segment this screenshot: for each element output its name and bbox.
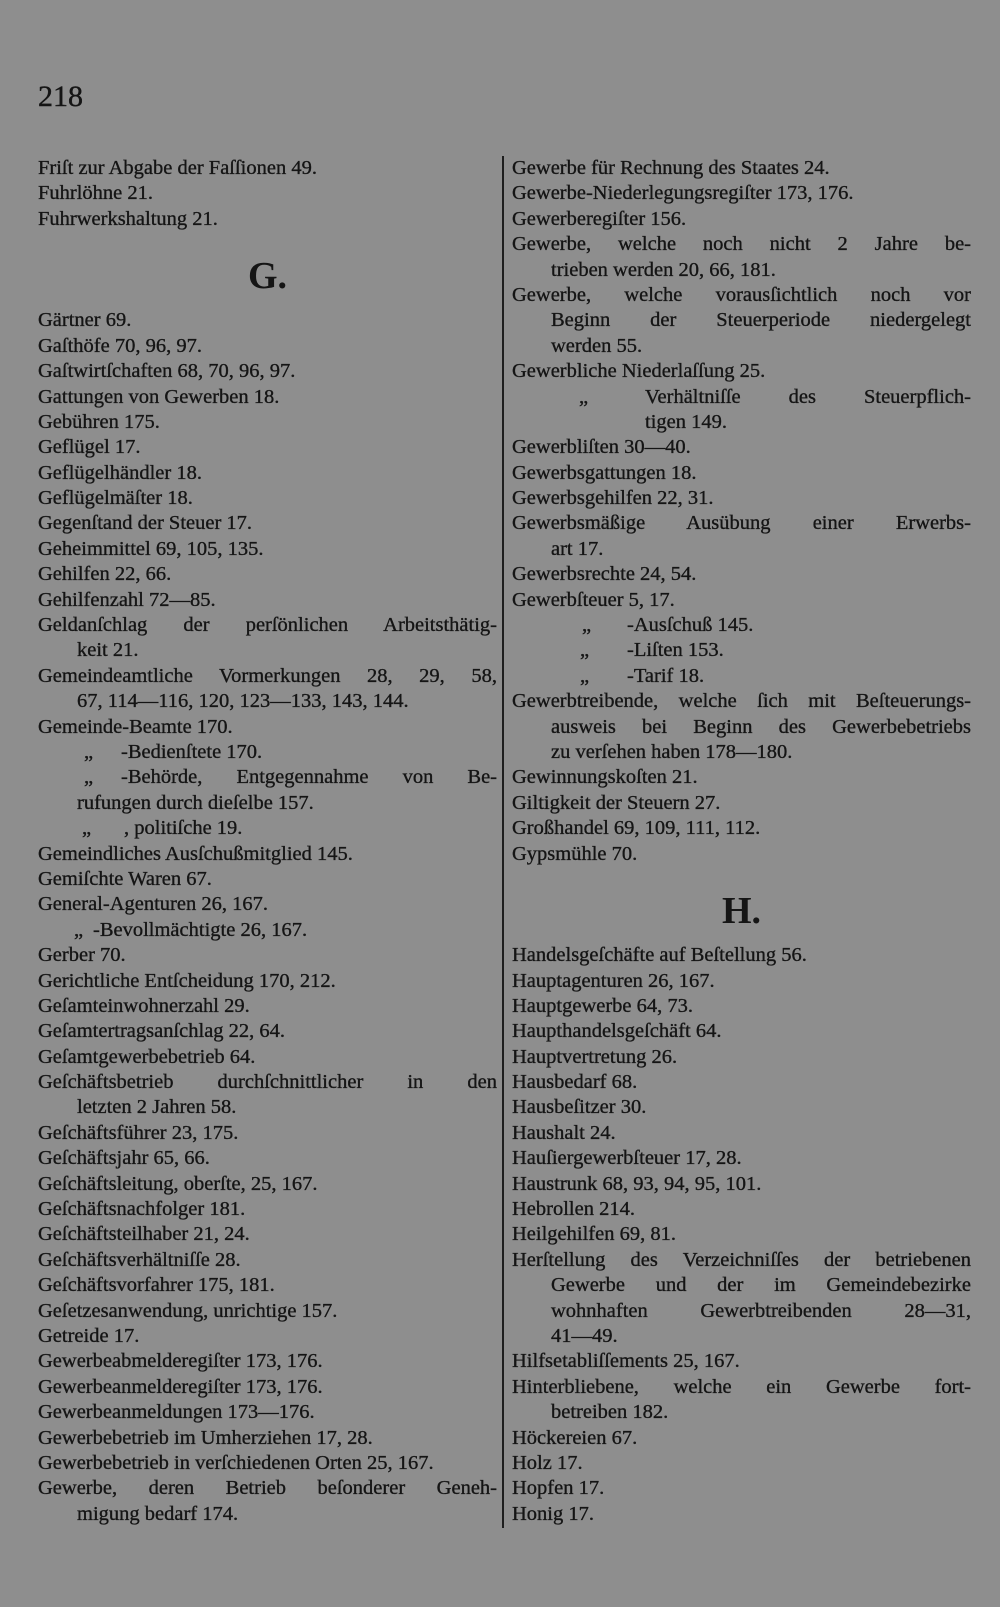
left-column bbox=[38, 156, 497, 1527]
index-entry: Hausbeſitzer 30. bbox=[512, 1096, 647, 1119]
index-entry: Getreide 17. bbox=[38, 1324, 140, 1347]
index-entry: Gewerbeanmelderegiſter 173, 176. bbox=[38, 1375, 323, 1398]
index-entry: Geſamtertragsanſchlag 22, 64. bbox=[38, 1020, 286, 1043]
index-entry: Gewerbsgattungen 18. bbox=[512, 461, 697, 484]
index-entry: Haushalt 24. bbox=[512, 1121, 616, 1144]
section-heading bbox=[38, 232, 497, 308]
ditto-mark: „ bbox=[580, 639, 590, 662]
index-entry: Gewerbsgehilfen 22, 31. bbox=[512, 487, 714, 510]
index-entry: Honig 17. bbox=[512, 1502, 594, 1525]
index-entry: Geſchäftsteilhaber 21, 24. bbox=[38, 1223, 250, 1246]
index-entry: Gerichtliche Entſcheidung 170, 212. bbox=[38, 969, 336, 992]
entry-line: Gewerbtreibende, welche ſich mit Beſteuerungs- bbox=[512, 690, 971, 713]
index-entry: Handelsgeſchäfte auf Beſtellung 56. bbox=[512, 944, 807, 967]
ditto-mark: „ bbox=[74, 918, 84, 941]
entry-continuation: letzten 2 Jahren 58. bbox=[77, 1096, 237, 1119]
index-entry: Höckereien 67. bbox=[512, 1426, 638, 1449]
index-entry bbox=[38, 664, 497, 715]
ditto-mark: „ bbox=[84, 766, 94, 789]
entry-continuation: zu verſehen haben 178—180. bbox=[551, 740, 793, 763]
index-entry: Haustrunk 68, 93, 94, 95, 101. bbox=[512, 1172, 762, 1195]
index-entry: Gewerbe-Niederlegungsregiſter 173, 176. bbox=[512, 182, 854, 205]
entry-continuation: Gewerbe und der im Gemeindebezirke bbox=[551, 1274, 971, 1297]
subentry-text: -Bedienſtete 170. bbox=[121, 741, 263, 763]
entry-continuation: betreiben 182. bbox=[551, 1401, 669, 1424]
ditto-mark: „ bbox=[580, 664, 590, 687]
index-entry: Hauptvertretung 26. bbox=[512, 1045, 678, 1068]
entry-continuation: wohnhaften Gewerbtreibenden 28—31, bbox=[551, 1299, 971, 1322]
subentry-text: Verhältniſſe des Steuerpflich- bbox=[645, 385, 971, 408]
subentry-text: -Bevollmächtigte 26, 167. bbox=[93, 918, 308, 941]
index-entry: Gemeinde-Beamte 170. bbox=[38, 715, 233, 738]
entry-continuation: trieben werden 20, 66, 181. bbox=[551, 258, 776, 281]
subentry-text: -Liſten 153. bbox=[627, 639, 724, 662]
index-entry: Gewinnungskoſten 21. bbox=[512, 766, 698, 789]
index-entry: Gewerbliche Niederlaſſung 25. bbox=[512, 360, 766, 383]
section-heading bbox=[512, 867, 971, 943]
index-entry: Gewerbebetrieb in verſchiedenen Orten 25, 167. bbox=[38, 1451, 434, 1474]
index-subentry bbox=[38, 816, 497, 841]
entry-continuation: ausweis bei Beginn des Gewerbebetriebs bbox=[551, 715, 971, 738]
entry-line: Gewerbe, welche vorausſichtlich noch vor bbox=[512, 283, 971, 306]
index-entry bbox=[512, 283, 971, 359]
index-entry bbox=[512, 1375, 971, 1426]
entry-line: Gemeindeamtliche Vormerkungen 28, 29, 58, bbox=[38, 664, 497, 687]
index-entry: Hilfsetabliſſements 25, 167. bbox=[512, 1350, 740, 1373]
index-entry bbox=[38, 1070, 497, 1121]
index-entry: Fuhrwerkshaltung 21. bbox=[38, 207, 218, 230]
index-entry bbox=[38, 1476, 497, 1527]
index-entry bbox=[512, 689, 971, 765]
entry-line: Geſchäftsbetrieb durchſchnittlicher in den bbox=[38, 1071, 497, 1094]
entry-continuation: Beginn der Steuerperiode niedergelegt bbox=[551, 309, 971, 332]
index-entry: Gewerbeanmeldungen 173—176. bbox=[38, 1401, 315, 1424]
index-entry: Gattungen von Gewerben 18. bbox=[38, 385, 280, 408]
index-entry: Geſetzesanwendung, unrichtige 157. bbox=[38, 1299, 338, 1322]
index-subentry bbox=[38, 918, 497, 943]
entry-line: Gewerbe, deren Betrieb beſonderer Geneh- bbox=[38, 1477, 497, 1500]
index-entry: Gehilfenzahl 72—85. bbox=[38, 588, 216, 611]
entry-continuation: keit 21. bbox=[77, 639, 139, 662]
index-entry: Hebrollen 214. bbox=[512, 1198, 635, 1221]
index-entry bbox=[512, 232, 971, 283]
index-entry: Gerber 70. bbox=[38, 944, 126, 967]
index-entry: Hauptgewerbe 64, 73. bbox=[512, 994, 694, 1017]
entry-continuation: tigen 149. bbox=[645, 410, 727, 433]
subentry-text: -Behörde, Entgegennahme von Be- bbox=[121, 766, 497, 789]
index-entry: Gehilfen 22, 66. bbox=[38, 563, 172, 586]
entry-line bbox=[512, 385, 971, 410]
index-entry: Gewerbliſten 30—40. bbox=[512, 436, 691, 459]
subentry-text: -Ausſchuß 145. bbox=[627, 614, 754, 637]
entry-line: Hinterbliebene, welche ein Gewerbe fort- bbox=[512, 1375, 971, 1398]
index-entry bbox=[512, 511, 971, 562]
entry-continuation: rufungen durch dieſelbe 157. bbox=[77, 791, 314, 814]
index-entry: Geſchäftsjahr 65, 66. bbox=[38, 1147, 210, 1170]
index-entry: Hauptagenturen 26, 167. bbox=[512, 969, 715, 992]
section-letter: G. bbox=[247, 255, 288, 298]
index-entry: Gaſtwirtſchaften 68, 70, 96, 97. bbox=[38, 360, 296, 383]
index-entry: Geſchäftsverhältniſſe 28. bbox=[38, 1248, 241, 1271]
subentry-text: , politiſche 19. bbox=[124, 817, 243, 840]
entry-continuation: migung bedarf 174. bbox=[77, 1502, 239, 1525]
index-entry: Fuhrlöhne 21. bbox=[38, 182, 154, 205]
entry-line bbox=[38, 765, 497, 790]
index-entry bbox=[38, 613, 497, 664]
index-entry: Geflügelhändler 18. bbox=[38, 461, 202, 484]
ditto-mark: „ bbox=[579, 385, 589, 408]
index-subentry bbox=[512, 385, 971, 436]
index-entry: Geſchäftsvorfahrer 175, 181. bbox=[38, 1274, 275, 1297]
entry-line: Gewerbsmäßige Ausübung einer Erwerbs- bbox=[512, 512, 971, 535]
ditto-mark: „ bbox=[84, 741, 94, 763]
entry-line: Gewerbe, welche noch nicht 2 Jahre be- bbox=[512, 233, 971, 256]
index-entry: Hausbedarf 68. bbox=[512, 1071, 638, 1094]
entry-continuation: 41—49. bbox=[551, 1324, 618, 1347]
index-entry: Gewerbſteuer 5, 17. bbox=[512, 588, 675, 611]
index-entry: Gewerbeabmelderegiſter 173, 176. bbox=[38, 1350, 323, 1373]
index-entry: Heilgehilfen 69, 81. bbox=[512, 1223, 676, 1246]
index-entry: Gewerbe für Rechnung des Staates 24. bbox=[512, 157, 830, 179]
index-entry: Geheimmittel 69, 105, 135. bbox=[38, 537, 264, 560]
right-column bbox=[512, 156, 971, 1527]
index-entry: Holz 17. bbox=[512, 1451, 583, 1474]
index-entry: Geflügelmäſter 18. bbox=[38, 487, 193, 510]
section-letter: H. bbox=[721, 889, 762, 932]
index-entry: Geflügel 17. bbox=[38, 436, 141, 459]
index-entry: Geſamtgewerbebetrieb 64. bbox=[38, 1045, 256, 1068]
index-entry: Gaſthöfe 70, 96, 97. bbox=[38, 334, 202, 357]
index-entry: Großhandel 69, 109, 111, 112. bbox=[512, 817, 761, 840]
index-entry: Gebühren 175. bbox=[38, 410, 160, 433]
index-subentry bbox=[38, 765, 497, 816]
index-entry: Gärtner 69. bbox=[38, 309, 132, 332]
index-entry: Geſamteinwohnerzahl 29. bbox=[38, 994, 250, 1017]
index-entry: Geſchäftsleitung, oberſte, 25, 167. bbox=[38, 1172, 318, 1195]
entry-continuation: 67, 114—116, 120, 123—133, 143, 144. bbox=[77, 690, 409, 713]
index-entry: Hauſiergewerbſteuer 17, 28. bbox=[512, 1147, 742, 1170]
index-subentry bbox=[38, 740, 497, 765]
index-entry: Gypsmühle 70. bbox=[512, 842, 638, 865]
entry-continuation: art 17. bbox=[551, 537, 604, 560]
index-entry bbox=[512, 1248, 971, 1350]
index-subentry bbox=[512, 613, 971, 638]
index-entry: Gewerbsrechte 24, 54. bbox=[512, 563, 697, 586]
index-entry: Haupthandelsgeſchäft 64. bbox=[512, 1020, 722, 1043]
subentry-text: -Tarif 18. bbox=[627, 664, 705, 687]
index-entry: Giltigkeit der Steuern 27. bbox=[512, 791, 721, 814]
index-entry: Gemiſchte Waren 67. bbox=[38, 867, 212, 890]
index-entry: Friſt zur Abgabe der Faſſionen 49. bbox=[38, 157, 317, 179]
index-subentry bbox=[512, 664, 971, 689]
ditto-mark: „ bbox=[582, 614, 592, 637]
index-entry: Geſchäftsnachfolger 181. bbox=[38, 1198, 246, 1221]
index-entry: Geſchäftsführer 23, 175. bbox=[38, 1121, 239, 1144]
column-divider bbox=[502, 156, 504, 1528]
index-entry: Gewerbebetrieb im Umherziehen 17, 28. bbox=[38, 1426, 373, 1449]
index-entry: Gewerberegiſter 156. bbox=[512, 207, 687, 230]
entry-line: Geldanſchlag der perſönlichen Arbeitsthätig- bbox=[38, 614, 497, 637]
ditto-mark: „ bbox=[82, 817, 92, 840]
entry-line: Herſtellung des Verzeichniſſes der betriebenen bbox=[512, 1248, 971, 1271]
index-entry: General-Agenturen 26, 167. bbox=[38, 893, 268, 916]
entry-continuation: werden 55. bbox=[551, 334, 643, 357]
index-subentry bbox=[512, 638, 971, 663]
index-entry: Gegenſtand der Steuer 17. bbox=[38, 512, 253, 535]
index-entry: Hopfen 17. bbox=[512, 1477, 605, 1500]
page-number: 218 bbox=[38, 80, 83, 113]
index-entry: Gemeindliches Ausſchußmitglied 145. bbox=[38, 842, 353, 865]
